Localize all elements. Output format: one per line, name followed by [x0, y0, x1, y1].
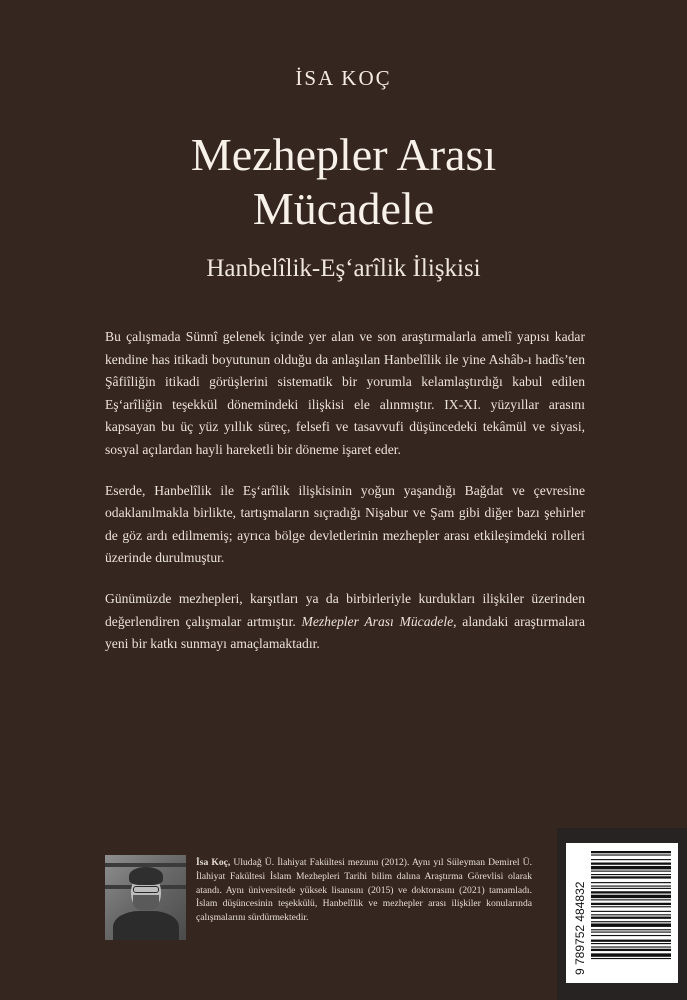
blurb-paragraph-3 [105, 588, 585, 656]
barcode-bar [591, 940, 671, 942]
barcode-bar [591, 923, 671, 926]
barcode-bar [591, 874, 671, 875]
blurb-p3-end: , alandaki araştırmalara yeni bir katkı sunmayı amaçlamaktadır. [105, 613, 586, 652]
barcode-bar [591, 911, 671, 912]
barcode-bar [591, 949, 671, 951]
barcode-bar [591, 851, 671, 853]
blurb-paragraph-1: Bu çalışmada Sünnî gelenek içinde yer alan ve son araştırmalarla amelî yapısı kadar kendine has itikadi boyutunun olduğu da anlaşılan Hanbelîlik ile yine Ashâb-ı hadîs’ten Şâfiîliğin itikadi görüşlerini sistematik bir yorumla kelamlaştırdığı kabul edilen Eş‘arîliğin teşekkül dönemindeki ilişkisi ele alınmıştır. IX-XI. yüzyıllar arasını kapsayan bu üç yüz yıllık süreç, felsefi ve tasavvufi düşüncedeki tekâmül ve siyasi, sosyal açılardan hayli hareketli bir döneme işaret eder. [105, 329, 585, 457]
blurb-paragraph-2: Eserde, Hanbelîlik ile Eş‘arîlik ilişkisinin yoğun yaşandığı Bağdat ve çevresine odaklanılmakla birlikte, tartışmaların sıçradığı Nişabur ve Şam gibi diğer bazı şehirler de göz ardı edilmemiş; ayrıca bölge devletlerinin mezhepler arası etkileşimdeki rolleri üzerinde durulmuştur. [105, 482, 585, 566]
barcode-bar [591, 921, 671, 922]
blurb [105, 326, 585, 674]
blurb-p3-start: Günümüzde mezhepleri, karşıtları ya da birbirleriyle kurdukları ilişkiler üzerinden değerlendiren çalışmalar artmıştır. [105, 590, 585, 629]
barcode-bar [591, 871, 671, 872]
barcode-bar [591, 903, 671, 905]
isbn-barcode [566, 843, 678, 983]
bio-text: Uludağ Ü. İlahiyat Fakültesi mezunu (2012). Aynı yıl Süleyman Demirel Ü. İlahiyat Fakültesi İslam Mezhepleri Tarihi bilim dalına Araştırma Görevlisi olarak atandı. Aynı üniversitede yüksek lisansını (2015) ve doktorasını (2021) tamamladı. İslam düşüncesinin teşekkülü, Hanbelîlik ve mezhepler arası ilişkiler konularında çalışmalarını sürdürmektedir. [196, 857, 532, 924]
barcode-bar [591, 906, 671, 907]
barcode-bar [591, 886, 671, 887]
barcode-bar [591, 953, 671, 956]
barcode-bar [591, 943, 671, 944]
barcode-bar [591, 914, 671, 915]
barcode-bar [591, 917, 671, 919]
title-line-1: Mezhepler Arası [190, 129, 497, 180]
barcode-bar [591, 899, 671, 900]
author-beard [133, 895, 159, 911]
barcode-bar [591, 932, 671, 933]
author-name: İSA KOÇ [295, 66, 392, 90]
barcode-bar [591, 854, 671, 855]
barcode-bar [591, 935, 671, 936]
barcode-bar [591, 895, 671, 898]
barcode-bar [591, 929, 671, 930]
book-title [0, 128, 687, 236]
book-subtitle: Hanbelîlik-Eş‘arîlik İlişkisi [206, 255, 481, 282]
barcode-bar [591, 891, 671, 893]
author-body [113, 911, 179, 940]
barcode-bar [591, 859, 671, 860]
glasses-icon [133, 886, 159, 893]
barcode-bar [591, 958, 671, 959]
barcode-bar [591, 876, 671, 878]
barcode-bar [591, 888, 671, 889]
barcode-digits: 9 789752 484832 [573, 881, 587, 975]
author-photo [105, 855, 186, 940]
barcode-icon [569, 847, 675, 979]
barcode-bar [591, 866, 671, 869]
author-bio [196, 856, 532, 925]
title-line-2: Mücadele [252, 183, 435, 234]
author-hair [129, 867, 163, 885]
barcode-bar [591, 882, 671, 883]
barcode-bar [591, 946, 671, 947]
bio-author-name: İsa Koç, [196, 857, 231, 868]
barcode-bar [591, 863, 671, 865]
blurb-p3-book-title: Mezhepler Arası Mücadele [301, 613, 454, 629]
